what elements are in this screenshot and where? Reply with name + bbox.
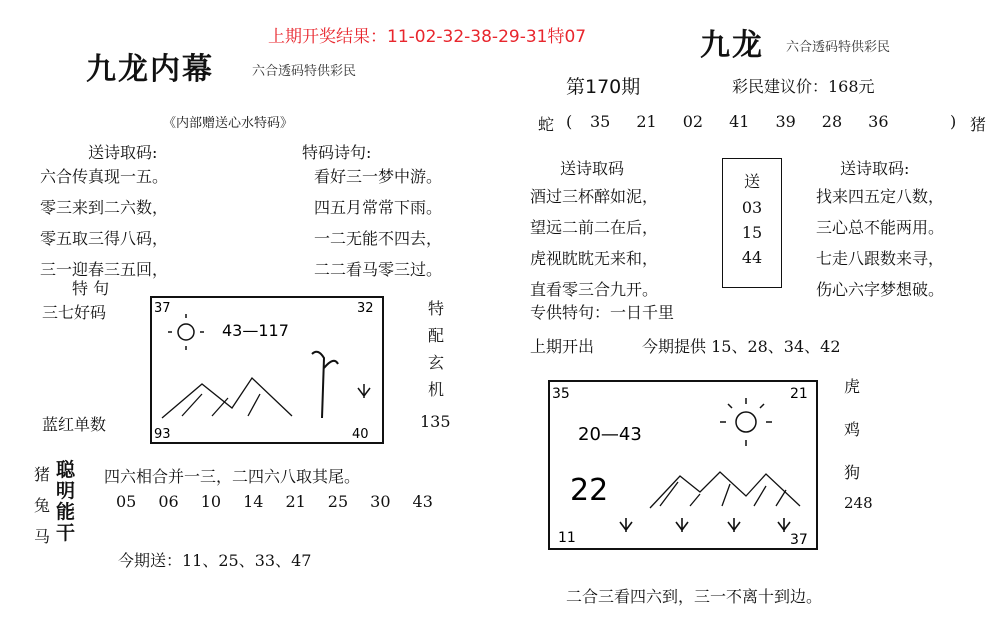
sun-icon — [720, 398, 772, 446]
corner-number: 35 — [552, 386, 570, 402]
tree-icon — [312, 352, 338, 418]
poem-line: 二二看马零三过。 — [314, 260, 443, 279]
poem-line: 找来四五定八数， — [816, 187, 945, 206]
number-item: 28 — [821, 112, 843, 131]
poem-line: 三一迎春三五回， — [40, 260, 169, 279]
zodiac-column — [34, 462, 50, 547]
right-subtitle: 六合透码特供彩民 — [786, 40, 891, 55]
number-item: 43 — [412, 492, 433, 511]
price-text: 彩民建议价：168元 — [732, 77, 875, 96]
poem-line: 四五月常常下雨。 — [314, 198, 443, 217]
poem-line: 望远二前二在后， — [530, 218, 659, 237]
num-135: 135 — [420, 412, 451, 431]
this-period-numbers: 今期提供 15、28、34、42 — [642, 337, 841, 356]
sketch-text: 43—117 — [222, 321, 289, 340]
mountains-icon — [650, 472, 800, 508]
corner-number: 11 — [558, 530, 576, 546]
number-item: 21 — [636, 112, 657, 131]
snake-numbers — [590, 112, 889, 131]
send-box-item: 送 — [743, 172, 760, 191]
poem-line: 六合传真现一五。 — [40, 167, 169, 186]
poem-line: 一二无能不四去， — [314, 229, 443, 248]
side-char: 玄 — [428, 353, 445, 372]
number-item: 02 — [682, 112, 704, 131]
animal-char: 鸡 — [844, 420, 861, 439]
zodiac-char: 兔 — [34, 496, 51, 515]
side-char: 特 — [428, 299, 445, 318]
right-poem-head-right: 送诗取码: — [840, 159, 910, 178]
sanqi-label: 三七好码 — [42, 303, 107, 322]
left-subtitle: 六合透码特供彩民 — [252, 64, 357, 79]
grass-icon — [620, 518, 790, 532]
combo-line: 四六相合并一三，二四六八取其尾。 — [104, 467, 361, 486]
teju-label: 特 句 — [72, 279, 110, 298]
clever-char: 能 — [56, 501, 76, 523]
zodiac-char: 马 — [34, 527, 51, 546]
grass-icon — [358, 384, 370, 398]
right-poem-right — [816, 184, 944, 300]
poem-line: 虎视眈眈无来和， — [530, 249, 659, 268]
number-item: 14 — [243, 492, 264, 511]
number-item: 39 — [775, 112, 796, 131]
send-box-item: 15 — [741, 223, 763, 242]
issue-number: 第170期 — [566, 76, 641, 98]
clever-char: 干 — [56, 522, 76, 544]
left-title: 九龙内幕 — [86, 52, 214, 87]
left-poem-left — [40, 164, 168, 280]
right-poem-left — [530, 184, 658, 300]
poem-line: 酒过三杯醉如泥， — [530, 187, 659, 206]
corner-number: 32 — [357, 301, 374, 316]
gift-label: 《内部赠送心水特码》 — [163, 116, 294, 131]
poem-line: 七走八跟数来寻， — [816, 249, 945, 268]
number-item: 25 — [327, 492, 349, 511]
num-248: 248 — [844, 494, 873, 512]
today-send: 今期送：11、25、33、47 — [118, 551, 312, 570]
number-item: 35 — [590, 112, 611, 131]
sketch-text: 20—43 — [578, 424, 642, 445]
left-poem-head-left: 送诗取码: — [88, 143, 158, 162]
poem-line: 三心总不能两用。 — [816, 218, 945, 237]
clever-char: 聪 — [56, 459, 76, 481]
side-vertical-text — [428, 296, 444, 400]
send-box-item: 44 — [741, 248, 763, 267]
left-hint-sketch — [152, 298, 382, 442]
poem-line: 零五取三得八码， — [40, 229, 169, 248]
animals-column — [844, 374, 860, 483]
bottom-line: 二合三看四六到，三一不离十到边。 — [566, 587, 823, 606]
number-item: 06 — [158, 492, 179, 511]
number-item: 41 — [729, 112, 750, 131]
send-box — [722, 158, 782, 288]
poem-line: 看好三一梦中游。 — [314, 167, 443, 186]
poem-line: 伤心六字梦想破。 — [816, 280, 945, 299]
last-result-text: 上期开奖结果：11-02-32-38-29-31特07 — [268, 27, 587, 47]
corner-number: 93 — [154, 427, 171, 442]
send-box-item: 03 — [741, 198, 763, 217]
corner-number: 37 — [154, 301, 171, 316]
side-char: 配 — [428, 326, 445, 345]
special-phrase: 专供特句：一日千里 — [530, 303, 675, 322]
last-out-label: 上期开出 — [530, 337, 595, 356]
corner-number: 21 — [790, 386, 808, 402]
side-char: 机 — [428, 380, 445, 399]
right-hint-sketch — [550, 382, 816, 548]
animal-char: 虎 — [844, 377, 861, 396]
numbers-row — [116, 492, 433, 511]
right-poem-head-left: 送诗取码 — [560, 159, 625, 178]
sketch-big-number: 22 — [570, 473, 609, 508]
left-poem-right — [314, 164, 442, 280]
number-item: 10 — [200, 492, 222, 511]
poem-line: 直看零三合九开。 — [530, 280, 659, 299]
left-hint-image — [150, 296, 384, 444]
corner-number: 37 — [790, 532, 808, 548]
number-item: 05 — [116, 492, 137, 511]
number-item: 36 — [868, 112, 889, 131]
corner-number: 40 — [352, 427, 369, 442]
animal-char: 狗 — [844, 463, 861, 482]
paren-close: ) — [950, 112, 957, 131]
poem-line: 零三来到二六数， — [40, 198, 169, 217]
zodiac-char: 猪 — [34, 465, 51, 484]
mountains-icon — [162, 378, 292, 418]
right-title: 九龙 — [700, 28, 764, 63]
paren-open: ( — [566, 112, 573, 131]
left-poem-head-right: 特码诗句: — [302, 143, 372, 162]
snake-label: 蛇 — [538, 115, 555, 134]
right-hint-image — [548, 380, 818, 550]
sun-icon — [168, 314, 204, 350]
number-item: 21 — [285, 492, 306, 511]
pig-label: 猪 — [970, 115, 987, 134]
clever-column — [56, 460, 75, 544]
lanhong-label: 蓝红单数 — [42, 415, 107, 434]
number-item: 30 — [370, 492, 391, 511]
clever-char: 明 — [56, 480, 76, 502]
